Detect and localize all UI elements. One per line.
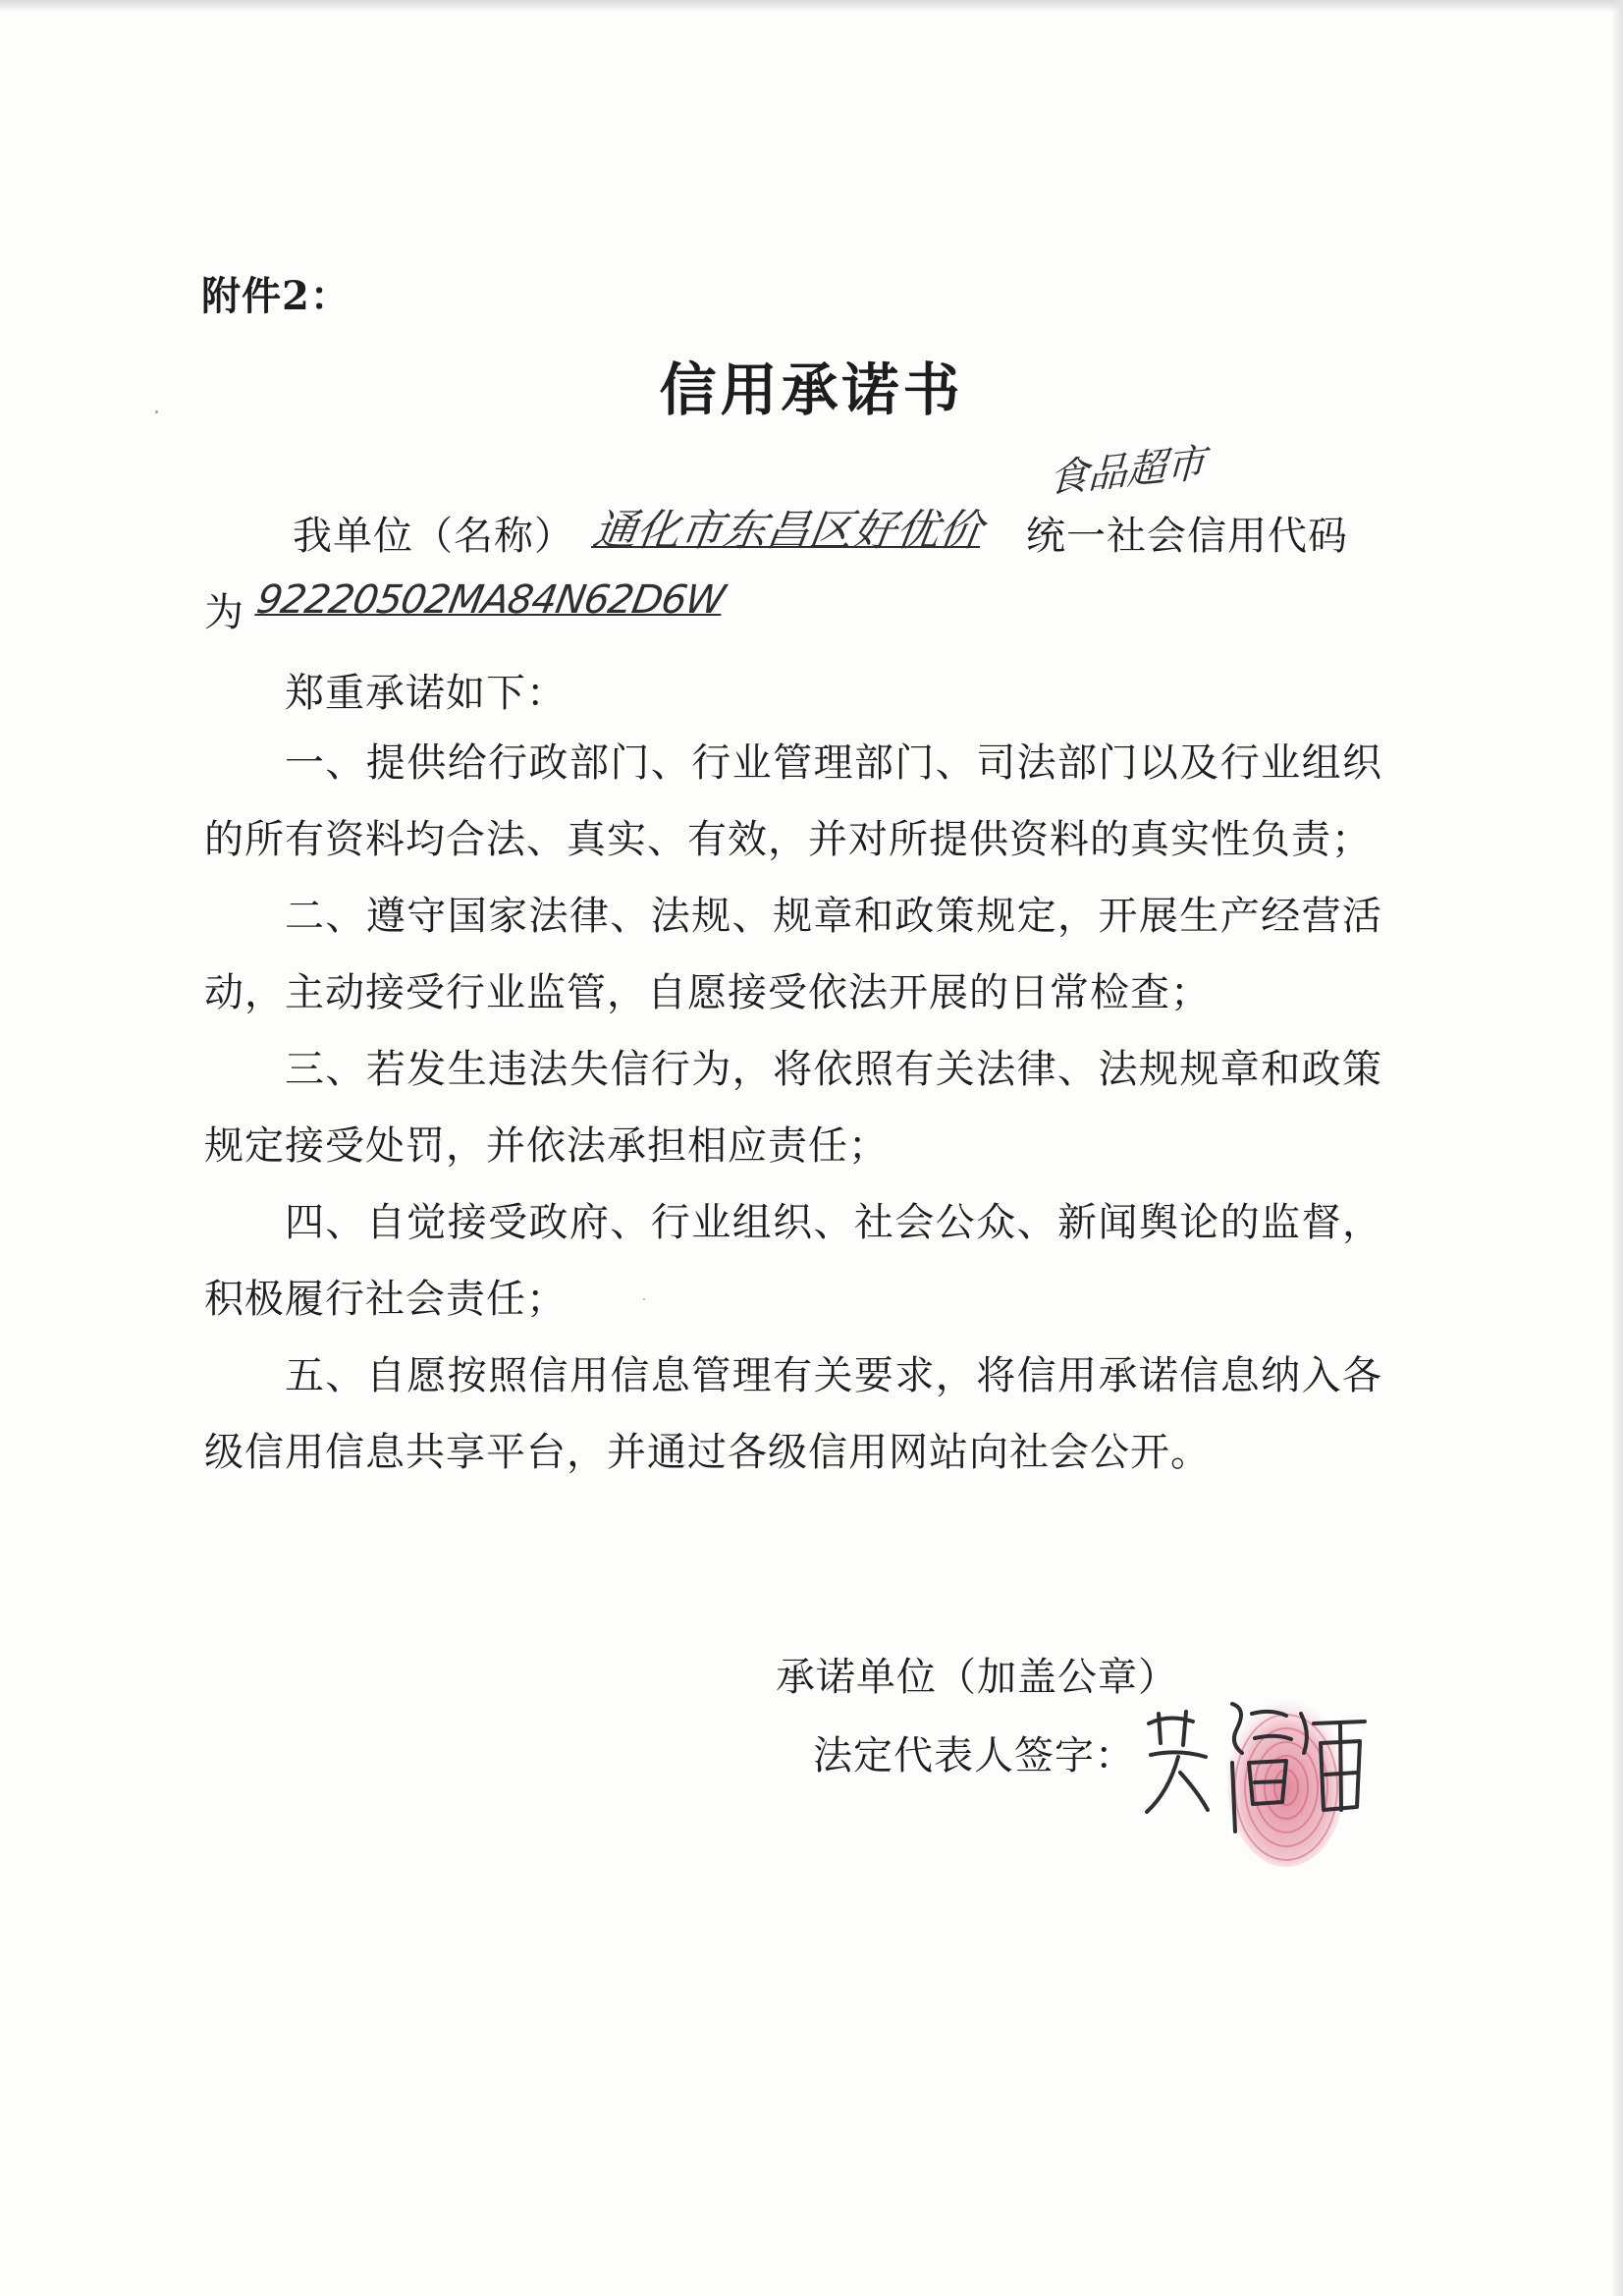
handwritten-credit-code: 92220502MA84N62D6W (252, 577, 729, 623)
commitment-item-4-line-2: 积极履行社会责任； (204, 1277, 567, 1322)
commitment-lead: 郑重承诺如下： (285, 671, 567, 716)
commitment-item-2-line-2: 动，主动接受行业监管，自愿接受依法开展的日常检查； (204, 970, 1211, 1015)
intro-prefix: 我单位（名称） (293, 514, 574, 559)
scan-edge-top (0, 0, 1623, 12)
intro-suffix: 统一社会信用代码 (1026, 514, 1348, 559)
commitment-item-5-line-2: 级信用信息共享平台，并通过各级信用网站向社会公开。 (204, 1430, 1211, 1475)
commitment-item-3-line-2: 规定接受处罚，并依法承担相应责任； (204, 1123, 889, 1169)
commitment-item-5-line-1: 五、自愿按照信用信息管理有关要求，将信用承诺信息纳入各 (285, 1353, 1382, 1398)
attachment-label: 附件2： (201, 273, 351, 319)
commitment-item-3-line-1: 三、若发生违法失信行为，将依照有关法律、法规规章和政策 (285, 1047, 1382, 1092)
handwritten-unit-name-continued: 食品超市 (1048, 440, 1207, 503)
handwritten-signature (1139, 1684, 1375, 1861)
commitment-item-1-line-1: 一、提供给行政部门、行业管理部门、司法部门以及行业组织 (285, 740, 1382, 786)
commitment-item-1-line-2: 的所有资料均合法、真实、有效，并对所提供资料的真实性负责； (204, 817, 1372, 862)
commitment-item-2-line-1: 二、遵守国家法律、法规、规章和政策规定，开展生产经营活 (285, 894, 1382, 939)
commitment-item-4-line-1: 四、自觉接受政府、行业组织、社会公众、新闻舆论的监督， (285, 1200, 1382, 1245)
document-title: 信用承诺书 (659, 356, 964, 423)
code-prefix: 为 (204, 590, 244, 635)
legal-representative-signature-label: 法定代表人签字： (813, 1733, 1135, 1778)
committing-unit-label: 承诺单位（加盖公章） (776, 1655, 1178, 1700)
handwritten-unit-name: 通化市东昌区好优价 (589, 506, 986, 556)
